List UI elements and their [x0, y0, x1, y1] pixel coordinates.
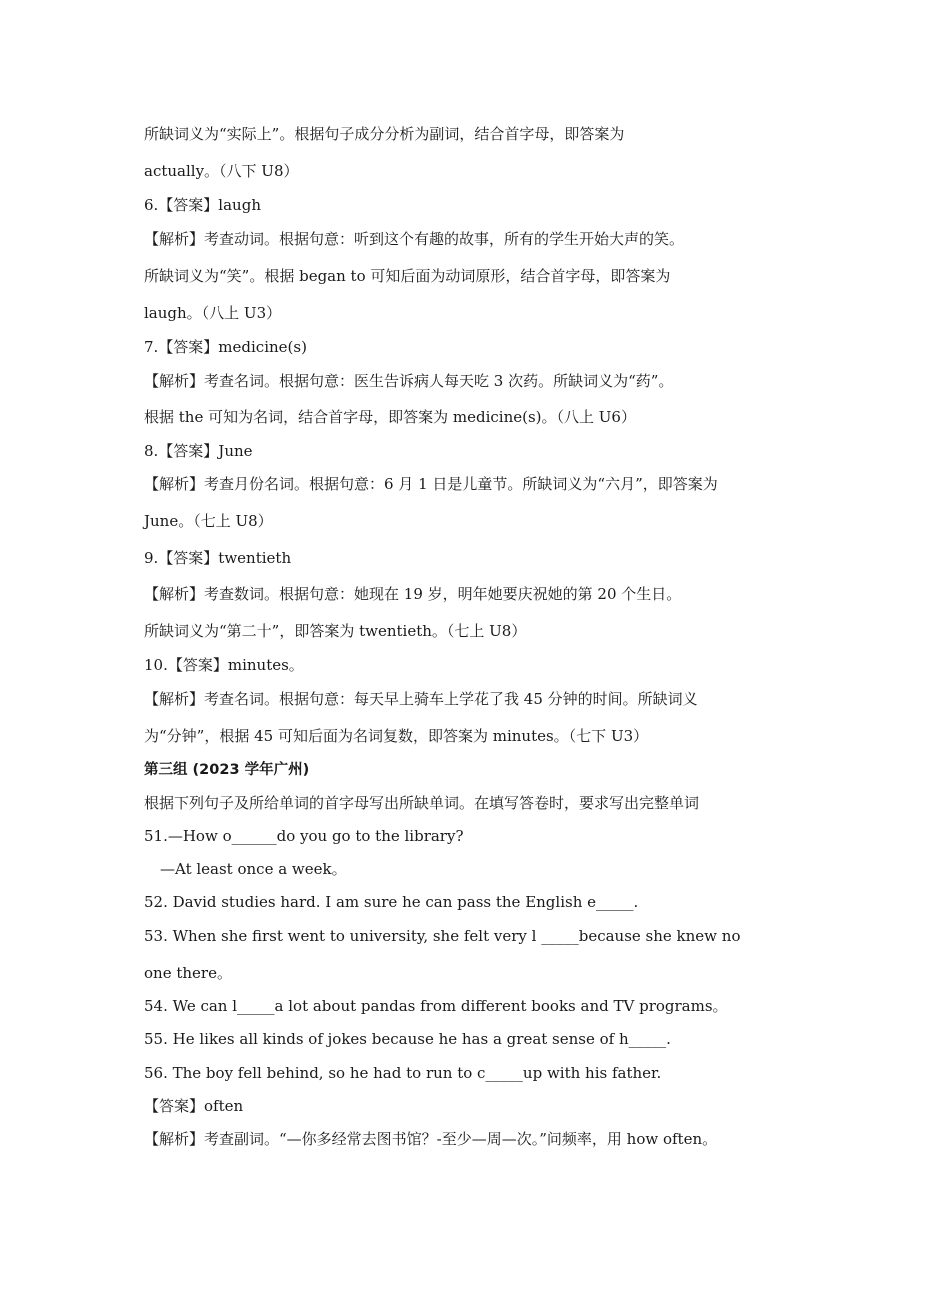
explanation-6: 【解析】考查动词。根据句意：听到这个有趣的故事，所有的学生开始大声的笑。	[144, 230, 685, 248]
explanation-8: 【解析】考查月份名词。根据句意：6 月 1 日是儿童节。所缺词义为“六月”，即答案为	[144, 475, 718, 493]
section-heading: 第三组 (2023 学年广州)	[144, 762, 310, 778]
explanation-9: 【解析】考查数词。根据句意：她现在 19 岁，明年她要庆祝她的第 20 个生日。	[144, 585, 682, 603]
question-53-cont: one there。	[144, 964, 232, 982]
answer-10: 10.【答案】minutes。	[144, 656, 304, 674]
answer-51: 【答案】often	[144, 1097, 244, 1115]
answer-7: 7.【答案】medicine(s)	[144, 338, 307, 356]
answer-8: 8.【答案】June	[144, 442, 253, 460]
explanation-51: 【解析】考查副词。“—你多经常去图书馆？-至少—周—次。”问频率，用 how often。	[144, 1130, 718, 1148]
question-55: 55. He likes all kinds of jokes because he has a great sense of h_____.	[144, 1030, 671, 1048]
text-line: 所缺词义为“笑”。根据 began to 可知后面为动词原形，结合首字母，即答案为	[144, 267, 671, 285]
question-52: 52. David studies hard. I am sure he can pass the English e_____.	[144, 893, 639, 911]
text-line: 为“分钟”，根据 45 可知后面为名词复数，即答案为 minutes。（七下 U3）	[144, 727, 649, 745]
answer-9: 9.【答案】twentieth	[144, 549, 292, 567]
question-51-reply: —At least once a week。	[160, 860, 347, 878]
text-line: 所缺词义为“第二十”，即答案为 twentieth。（七上 U8）	[144, 622, 527, 640]
text-line: June。（七上 U8）	[144, 512, 273, 530]
text-line: 所缺词义为“实际上”。根据句子成分分析为副词，结合首字母，即答案为	[144, 125, 625, 143]
question-51: 51.—How o______do you go to the library?	[144, 827, 464, 845]
text-line: actually。（八下 U8）	[144, 162, 299, 180]
answer-6: 6.【答案】laugh	[144, 196, 261, 214]
explanation-7: 【解析】考查名词。根据句意：医生告诉病人每天吃 3 次药。所缺词义为“药”。	[144, 372, 674, 390]
text-line: 根据 the 可知为名词，结合首字母，即答案为 medicine(s)。（八上 U6）	[144, 408, 636, 426]
instructions: 根据下列句子及所给单词的首字母写出所缺单词。在填写答卷时，要求写出完整单词	[144, 794, 700, 812]
question-53: 53. When she first went to university, she felt very l _____because she knew no	[144, 927, 741, 945]
question-56: 56. The boy fell behind, so he had to run to c_____up with his father.	[144, 1064, 662, 1082]
explanation-10: 【解析】考查名词。根据句意：每天早上骑车上学花了我 45 分钟的时间。所缺词义	[144, 690, 698, 708]
text-line: laugh。（八上 U3）	[144, 304, 282, 322]
question-54: 54. We can l_____a lot about pandas from different books and TV programs。	[144, 997, 728, 1015]
